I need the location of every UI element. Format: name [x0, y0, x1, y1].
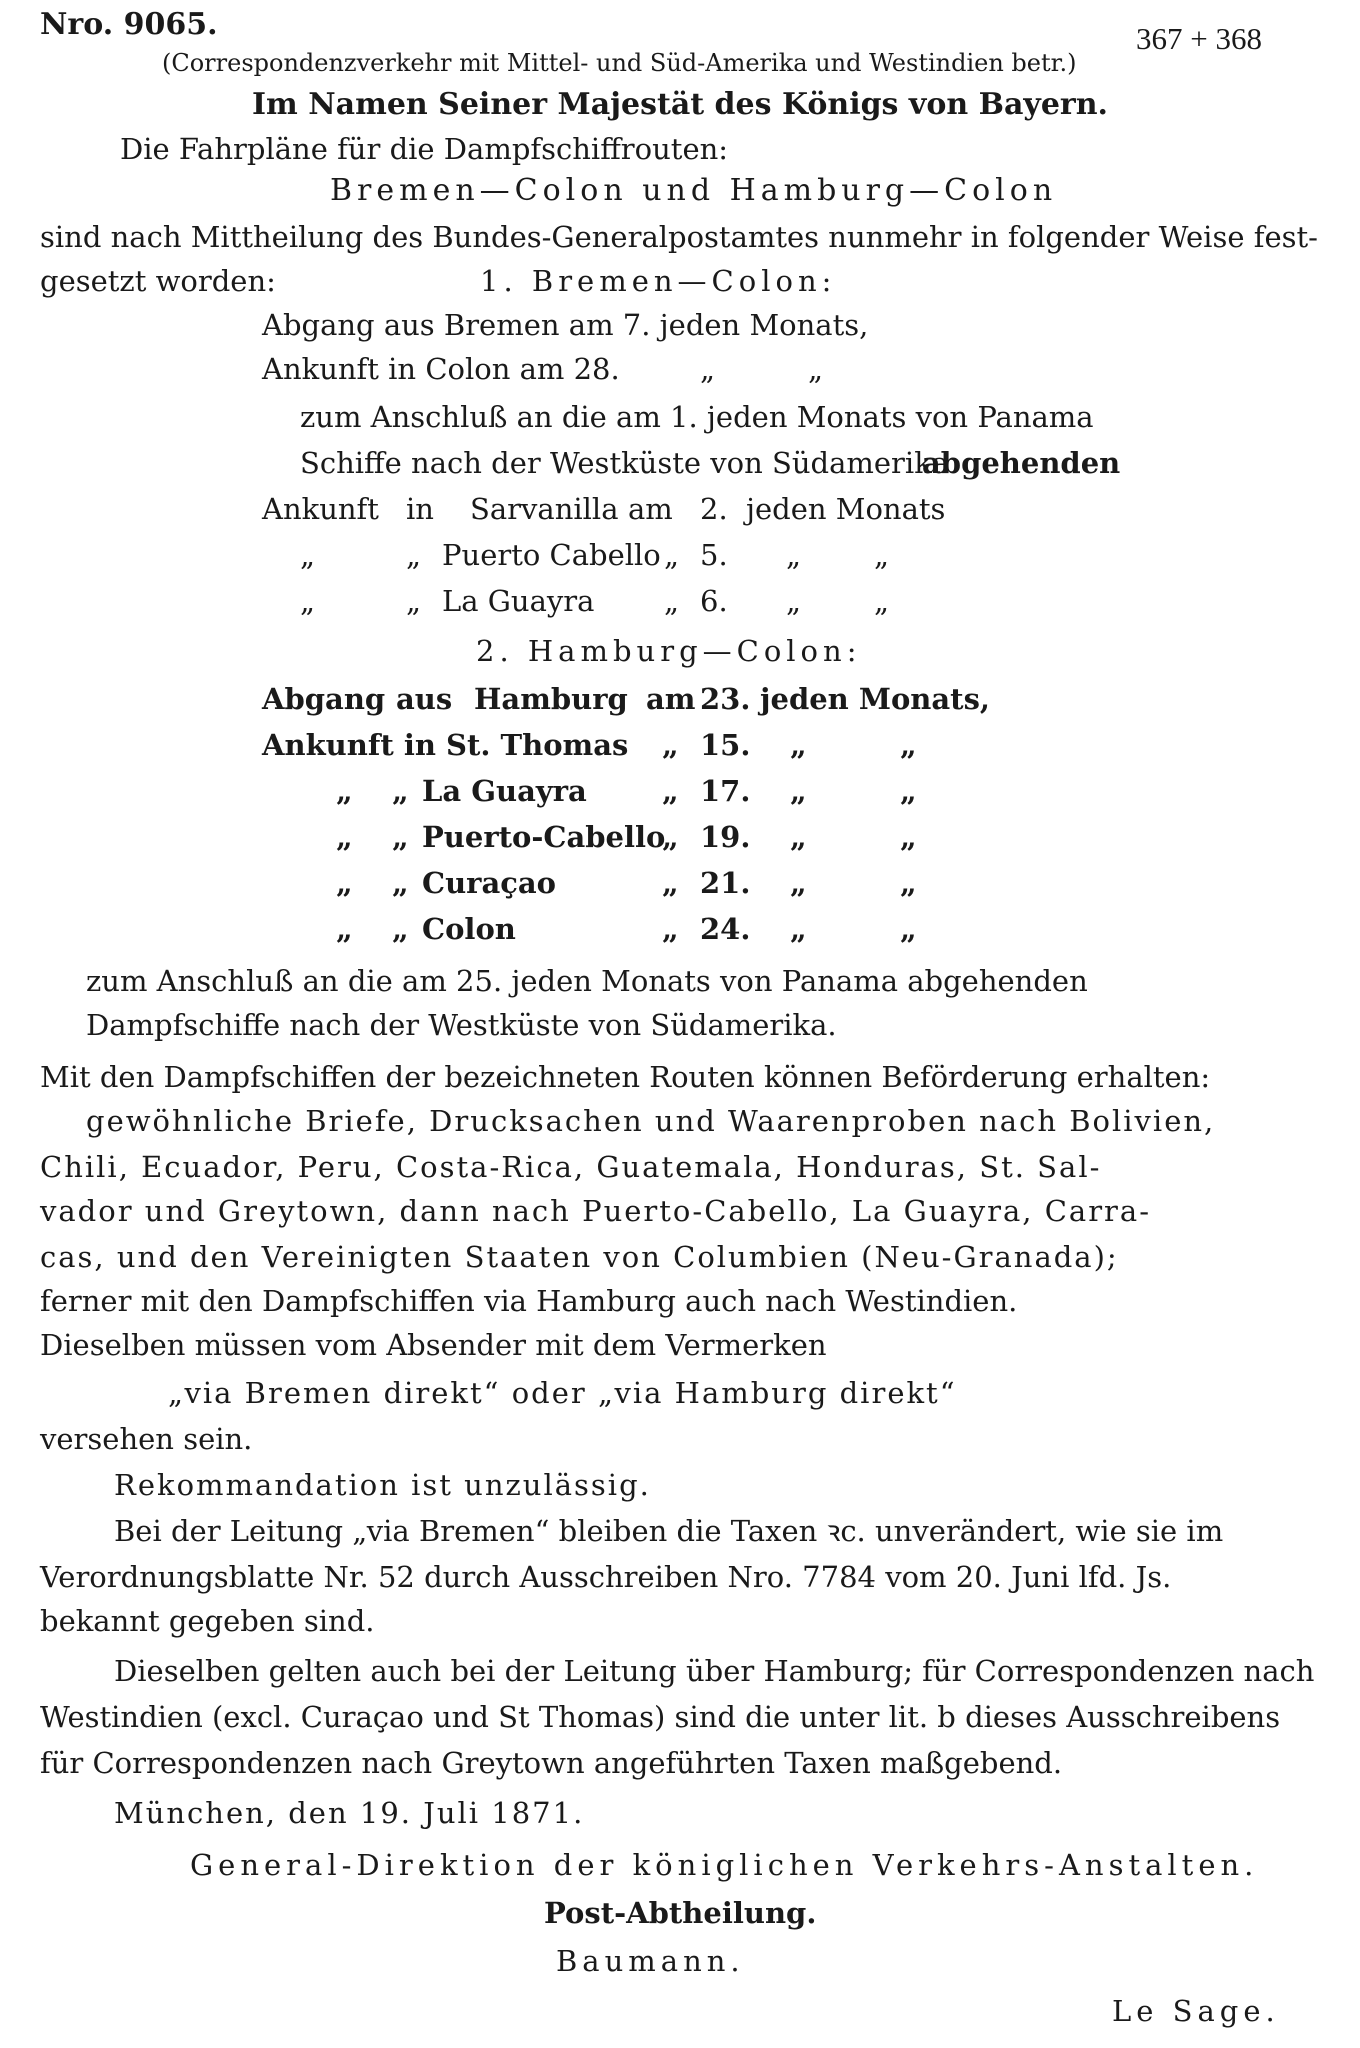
paragraph-line: ferner mit den Dampfschiffen via Hamburg auch nach Westindien. — [40, 1284, 1018, 1318]
ditto-mark: „ — [808, 352, 824, 386]
timetable-line: Dampfschiffe nach der Westküste von Südamerika. — [86, 1008, 837, 1042]
route-heading: 1. Bremen—Colon: — [480, 264, 837, 298]
paragraph-line: Dieselben müssen vom Absender mit dem Vermerken — [40, 1328, 827, 1362]
intro-line: gesetzt worden: — [40, 264, 276, 298]
paragraph-line: gewöhnliche Briefe, Drucksachen und Waarenproben nach Bolivien, — [86, 1104, 1216, 1138]
timetable-line: zum Anschluß an die am 1. jeden Monats von Panama — [300, 400, 1094, 434]
timetable-line: Ankunft in Colon am 28. — [262, 352, 620, 386]
paragraph-line: Westindien (excl. Curaçao und St Thomas) sind die unter lit. b dieses Ausschreibens — [40, 1700, 1281, 1734]
paragraph-line: bekannt gegeben sind. — [40, 1604, 375, 1638]
paragraph-line: Mit den Dampfschiffen der bezeichneten Routen können Beförderung erhalten: — [40, 1060, 1211, 1094]
paragraph-line: vador und Greytown, dann nach Puerto-Cabello, La Guayra, Carra- — [40, 1194, 1152, 1228]
royal-title: Im Namen Seiner Majestät des Königs von Bayern. — [252, 87, 1108, 122]
ditto-mark: „ — [700, 352, 716, 386]
timetable-line: Abgang aus Bremen am 7. jeden Monats, — [262, 308, 869, 342]
paragraph-line: versehen sein. — [40, 1422, 253, 1456]
document-number: Nro. 9065. — [40, 7, 218, 42]
paragraph-line: Chili, Ecuador, Peru, Costa-Rica, Guatemala, Honduras, St. Sal- — [40, 1150, 1102, 1184]
department: Post-Abtheilung. — [544, 1896, 817, 1930]
timetable-line: Schiffe nach der Westküste von Südamerika — [300, 446, 950, 480]
page-numbers: 367 + 368 — [1136, 21, 1262, 56]
paragraph-line: Verordnungsblatte Nr. 52 durch Ausschreiben Nro. 7784 vom 20. Juni lfd. Js. — [40, 1560, 1172, 1594]
paragraph-line: „via Bremen direkt“ oder „via Hamburg direkt“ — [168, 1376, 957, 1410]
timetable-line: abgehenden — [922, 446, 1121, 480]
signatory: Baumann. — [556, 1944, 745, 1978]
paragraph-line: cas, und den Vereinigten Staaten von Columbien (Neu-Granada); — [40, 1240, 1119, 1274]
paragraph-line: Rekommandation ist unzulässig. — [114, 1468, 651, 1502]
intro-line: Die Fahrpläne für die Dampfschiffrouten: — [120, 132, 729, 166]
routes-heading: Bremen—Colon und Hamburg—Colon — [330, 173, 1058, 208]
place-date: München, den 19. Juli 1871. — [114, 1796, 585, 1830]
paragraph-line: Dieselben gelten auch bei der Leitung über Hamburg; für Correspondenzen nach — [114, 1654, 1315, 1688]
paragraph-line: für Correspondenzen nach Greytown angeführten Taxen maßgebend. — [40, 1746, 1063, 1780]
paragraph-line: Bei der Leitung „via Bremen“ bleiben die Taxen ꝛc. unverändert, wie sie im — [114, 1514, 1224, 1548]
route-heading: 2. Hamburg—Colon: — [476, 634, 862, 668]
timetable-line: zum Anschluß an die am 25. jeden Monats von Panama abgehenden — [86, 964, 1088, 998]
countersignatory: Le Sage. — [1112, 1994, 1280, 2028]
subject-line: (Correspondenzverkehr mit Mittel- und Süd-Amerika und Westindien betr.) — [162, 49, 1077, 77]
intro-line: sind nach Mittheilung des Bundes-Generalpostamtes nunmehr in folgender Weise fest- — [40, 220, 1318, 254]
document-page: Nro. 9065. 367 + 368 (Correspondenzverkehr mit Mittel- und Süd-Amerika und Westindien betr.) Im Namen Seiner Majestät des Königs von Bayern. Die Fahrpläne für die Dampfschiffrouten: Bremen—Colon und Hamburg—Colon sind nach Mittheilung des Bundes-Generalpostamtes nunmehr in folgender Weise fest- gesetzt worden: 1. Bremen—Colon: Abgang aus Bremen am 7. jeden Monats, Ankunft in Colon am 28. „ „ zum Anschluß an die am 1. jeden Monats von Panama Schiffe nach der Westküste von Südamerika abgehenden Ankunft in Sarvanilla am 2. jeden Monats „ „ Puerto Cabello „ 5. „ „ „ „ La Guayra „ 6. „ „ 2. Hamburg—Colon: Abgang aus Hamburg am 23. jeden Monats, Ankunft in St. Thomas „ 15. „ „ „ „ La Guayra „ 17. „ „ „ „ Puerto-Cabello „ 19. „ „ „ „ Curaçao „ 21. „ „ „ „ Colon „ 24. „ „ zum Anschluß an die am 25. jeden Monats von Panama abgehenden Dampfschiffe nach der Westküste von Südamerika. Mit den Dampfschiffen der bezeichneten Routen können Beförderung erhalten: gewöhnliche Briefe, Drucksachen und Waarenproben nach Bolivien, Chili, Ecuador, Peru, Costa-Rica, Guatemala, Honduras, St. Sal- vador und Greytown, dann nach Puerto-Cabello, La Guayra, Carra- cas, und den Vereinigten Staaten von Columbien (Neu-Granada); ferner mit den Dampfschiffen via Hamburg auch nach Westindien. Dieselben müssen vom Absender mit dem Vermerken „via Bremen direkt“ oder „via Hamburg direkt“ versehen sein. Rekommandation ist unzulässig. Bei der Leitung „via Bremen“ bleiben die Taxen ꝛc. unverändert, wie sie im Verordnungsblatte Nr. 52 durch Ausschreiben Nro. 7784 vom 20. Juni lfd. Js. bekannt gegeben sind. Dieselben gelten auch bei der Leitung über Hamburg; für Correspondenzen nach Westindien (excl. Curaçao und St Thomas) sind die unter lit. b dieses Ausschreibens für Correspondenzen nach Greytown angeführten Taxen maßgebend. München, den 19. Juli 1871. General-Direktion der königlichen Verkehrs-Anstalten. Post-Abtheilung. Baumann. Le Sage. — [0, 0, 1360, 2048]
issuing-authority: General-Direktion der königlichen Verkehrs-Anstalten. — [190, 1848, 1259, 1882]
